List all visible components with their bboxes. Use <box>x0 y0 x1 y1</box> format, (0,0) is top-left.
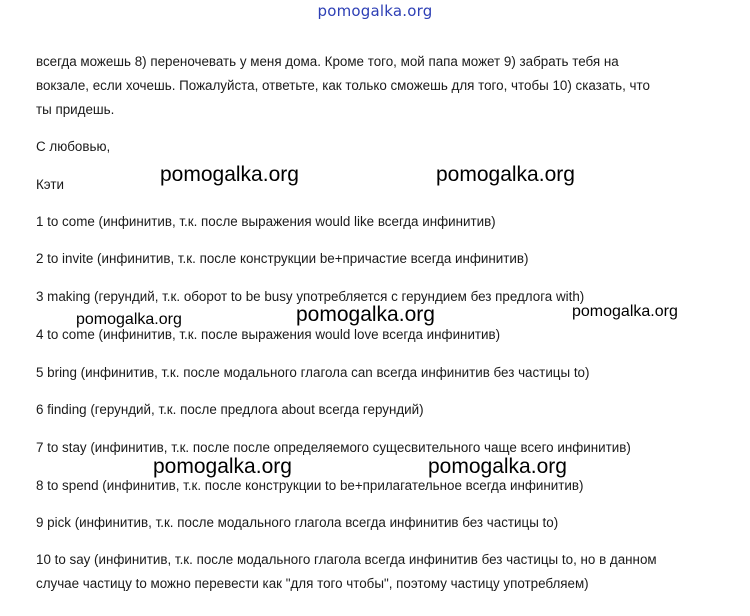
answer-line: 10 to say (инфинитив, т.к. после модального глагола всегда инфинитив без частицы to, но в данном <box>36 552 657 567</box>
letter-closing: С любовью, <box>36 139 111 154</box>
answer-line: 7 to stay (инфинитив, т.к. после после определяемого сущесвительного чаще всего инфинитив) <box>36 440 631 455</box>
answer-line: 4 to come (инфинитив, т.к. после выражения would love всегда инфинитив) <box>36 327 501 342</box>
answer-line: 5 bring (инфинитив, т.к. после модального глагола can всегда инфинитив без частицы to) <box>36 365 590 380</box>
watermark: pomogalka.org <box>160 163 299 186</box>
letter-signature: Кэти <box>36 177 64 192</box>
answer-line: 6 finding (герундий, т.к. после предлога about всегда герундий) <box>36 402 424 417</box>
answer-line: 2 to invite (инфинитив, т.к. после конструкции be+причастие всегда инфинитив) <box>36 251 529 266</box>
letter-line: ты придешь. <box>36 102 115 117</box>
watermark: pomogalka.org <box>436 163 575 186</box>
watermark: pomogalka.org <box>153 455 292 478</box>
answer-line: случае частицу to можно перевести как "для того чтобы", поэтому частицу употребляем) <box>36 576 589 591</box>
letter-line: всегда можешь 8) переночевать у меня дома. Кроме того, мой папа может 9) забрать тебя на <box>36 54 619 69</box>
site-logo: pomogalka.org <box>317 2 433 20</box>
watermark: pomogalka.org <box>76 311 182 328</box>
answer-line: 9 pick (инфинитив, т.к. после модального глагола всегда инфинитив без частицы to) <box>36 515 559 530</box>
answer-line: 3 making (герундий, т.к. оборот to be busy употребляется с герундием без предлога with) <box>36 289 585 304</box>
answer-line: 8 to spend (инфинитив, т.к. после конструкции to be+прилагательное всегда инфинитив) <box>36 478 584 493</box>
watermark: pomogalka.org <box>572 303 678 320</box>
answer-line: 1 to come (инфинитив, т.к. после выражения would like всегда инфинитив) <box>36 214 496 229</box>
watermark: pomogalka.org <box>428 455 567 478</box>
watermark: pomogalka.org <box>296 303 435 326</box>
letter-line: вокзале, если хочешь. Пожалуйста, ответьте, как только сможешь для того, чтобы 10) сказать, что <box>36 78 650 93</box>
